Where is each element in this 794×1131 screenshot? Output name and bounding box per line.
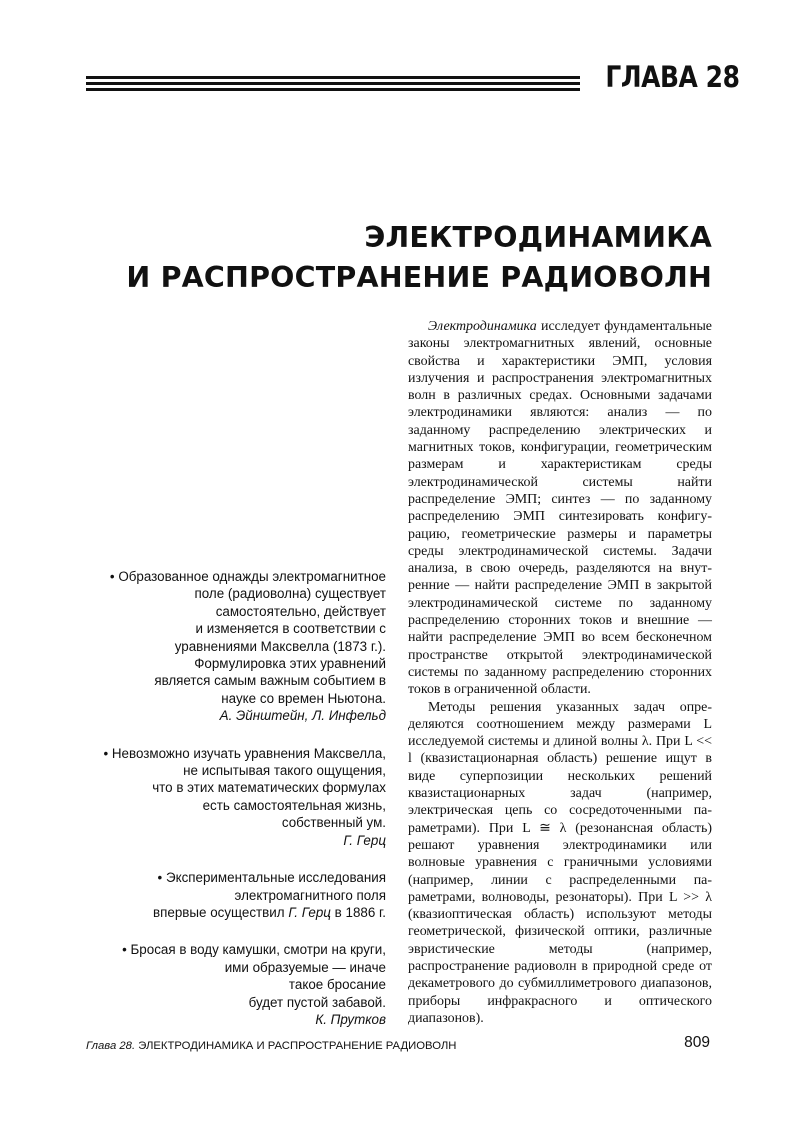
epigraph-line: • Невозможно изучать уравнения Максвелла,: [103, 745, 386, 761]
epigraph-line: является самым важным событием в: [154, 673, 386, 689]
rule-line: [86, 76, 580, 79]
page-number: 809: [684, 1034, 710, 1051]
epigraph-line: не испытывая такого ощущения,: [183, 763, 386, 779]
epigraph-author: Г. Герц: [288, 904, 331, 920]
epigraph-last-line: [96, 904, 386, 921]
running-footer: [86, 1040, 456, 1052]
epigraph-line: такое бросание: [288, 977, 386, 993]
chapter-label: ГЛАВА 28: [605, 60, 740, 94]
epigraph-author: А. Эйнштейн, Л. Инфельд: [219, 708, 386, 724]
epigraph-line: будет пустой забавой.: [248, 994, 386, 1010]
body-text: [408, 318, 712, 1027]
chapter-title-line-1: ЭЛЕКТРОДИНАМИКА: [364, 221, 712, 254]
epigraphs-column: [96, 568, 386, 1048]
epigraph-line: уравнениями Максвелла (1873 г.).: [174, 638, 386, 654]
epigraph-line: собственный ум.: [281, 815, 386, 831]
epigraph-line: и изменяется в соответствии с: [195, 621, 386, 637]
epigraph-author: К. Прутков: [315, 1011, 386, 1027]
footer-chapter-label: Глава 28.: [86, 1040, 136, 1052]
epigraph-2: [96, 745, 386, 849]
epigraph-line: • Бросая в воду камушки, смотри на круги,: [122, 942, 386, 958]
epigraph-line: самостоятельно, действует: [215, 603, 386, 619]
epigraph-line: науке со времен Ньютона.: [221, 690, 386, 706]
epigraph-1: [96, 568, 386, 725]
chapter-title: [100, 218, 712, 298]
epigraph-line: ими образуемые — иначе: [224, 959, 386, 975]
term-electrodynamics: Электродинамика: [428, 319, 537, 334]
epigraph-line: • Экспериментальные исследования: [157, 870, 386, 886]
rule-line: [86, 88, 580, 91]
epigraph-line: есть самостоятельная жизнь,: [202, 797, 386, 813]
epigraph-line: • Образованное однажды электромагнитное: [109, 569, 386, 584]
chapter-title-line-2: И РАСПРОСТРАНЕНИЕ РАДИОВОЛН: [126, 261, 712, 294]
paragraph-1-text: исследует фундаментальные законы электромагнитных явлений, основные свойства и характеристики ЭМП, условия излучения и распространения электромагнитных волн в различных средах. Основными задачами электродинамики являются: анализ — по заданному распределению электрических и магнитных токов, конфигурации, геометрическим размерам и характеристикам среды электродинамической системы найти распределение ЭМП; синтез — по заданному распределению ЭМП синтезировать конфигурацию, геометрические размеры и параметры среды электродинамической системы. Задачи анализа, в свою очередь, разделяются на внутренние — найти распределение ЭМП в закрытой электродинамической системе по заданному распределению сторонних токов и внешние — найти распределение ЭМП во всем бесконечном пространстве открытой электродинамической системы по заданному распределению сторонних токов в ограниченной области.: [408, 319, 712, 698]
epigraph-text: в 1886 г.: [330, 904, 386, 920]
epigraph-line: что в этих математических формулах: [152, 780, 386, 796]
paragraph-2: Методы решения указанных задач определяются соотношением между размерами L исследуемой системы и длиной волны λ. При L << l (квазистационарная область) решение ищут в виде суперпозиции нескольких решений квазистационарных задач (например, электрическая цепь со сосредоточенными параметрами). При L ≅ λ (резонансная область) решают уравнения электродинамики или волновые уравнения с граничными условиями (например, линии с распределенными параметрами, волноводы, резонаторы). При L >> λ (квазиоптическая область) используют методы геометрической, физической оптики, различные эвристические методы (например, распространение радиоволн в природной среде от декаметрового до субмиллиметрового диапазонов, приборы инфракрасного и оптического диапазонов).: [408, 699, 712, 1026]
epigraph-author: Г. Герц: [343, 832, 386, 848]
epigraph-line: Формулировка этих уравнений: [194, 656, 386, 672]
chapter-header-rule: [86, 76, 580, 94]
rule-line: [86, 82, 580, 85]
epigraph-4: [96, 941, 386, 1028]
epigraph-text: впервые осуществил: [153, 904, 289, 920]
epigraph-3: [96, 869, 386, 921]
paragraph-1: [408, 318, 712, 699]
footer-chapter-title: ЭЛЕКТРОДИНАМИКА И РАСПРОСТРАНЕНИЕ РАДИОВОЛН: [135, 1040, 457, 1052]
epigraph-line: поле (радиоволна) существует: [194, 586, 386, 602]
epigraph-line: электромагнитного поля: [234, 887, 386, 903]
